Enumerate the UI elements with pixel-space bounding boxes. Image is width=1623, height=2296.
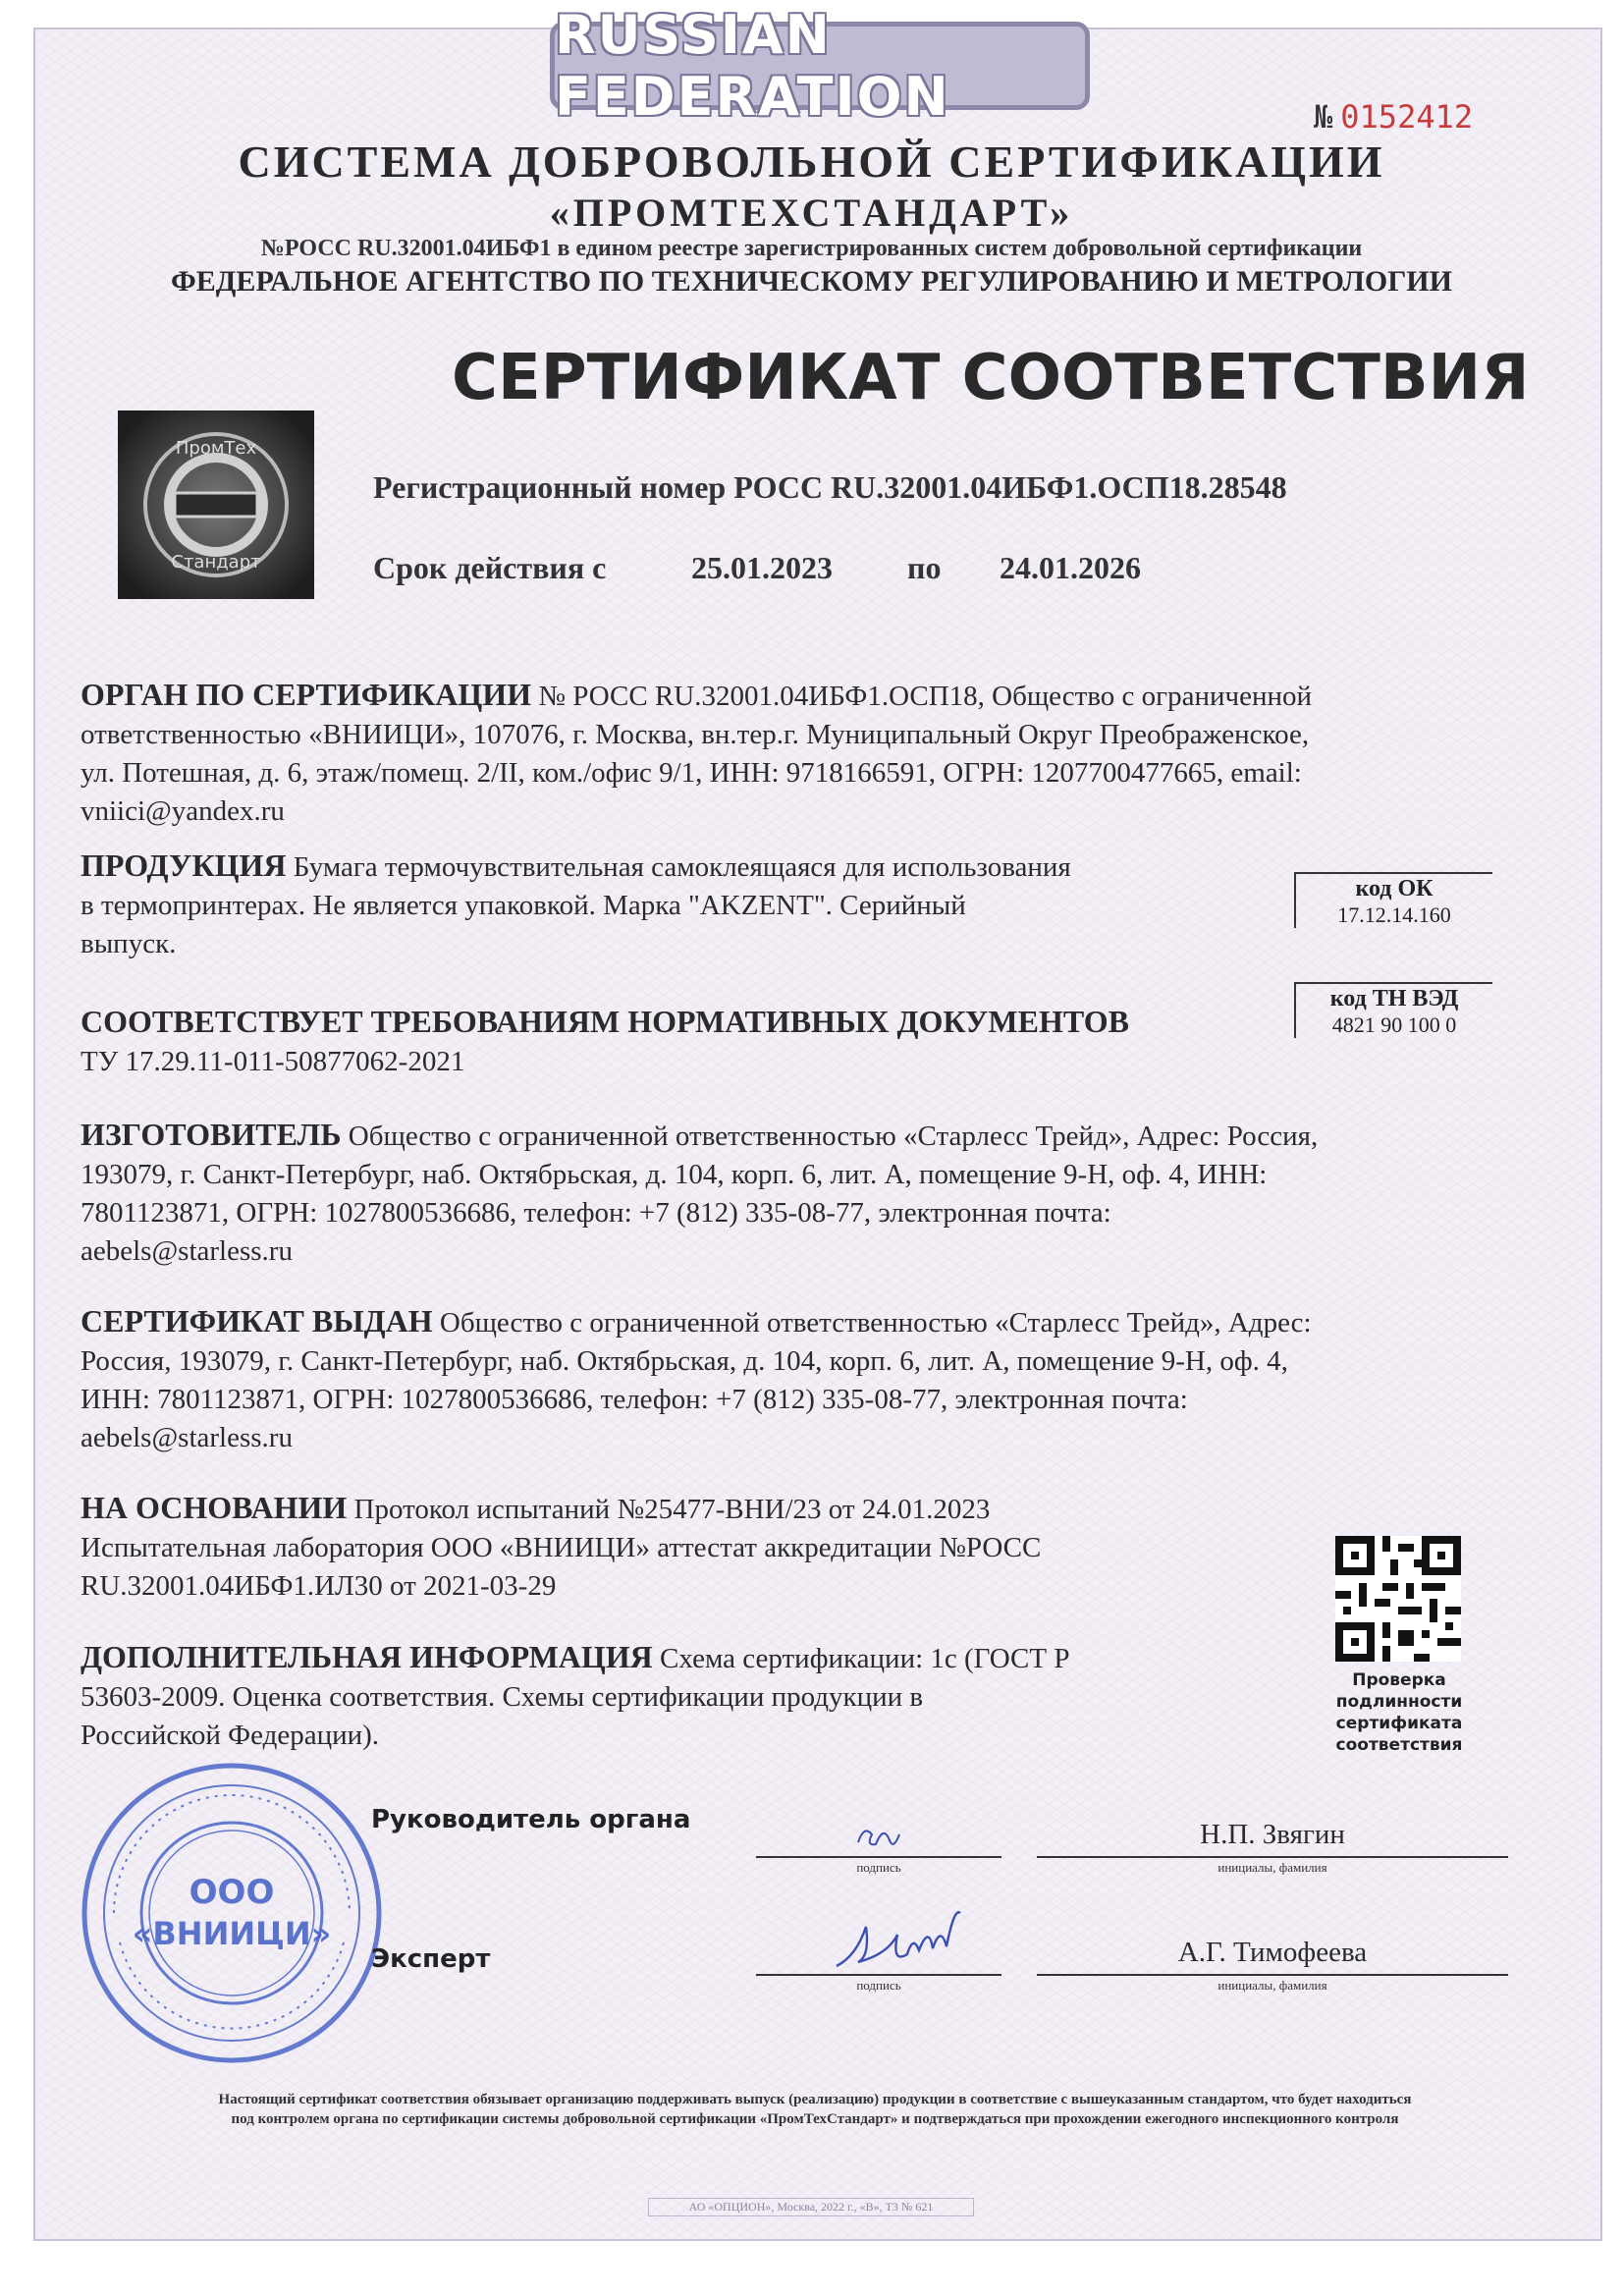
footer-line: Настоящий сертификат соответствия обязывает организацию поддерживать выпуск (реализацию) продукции в соответствие с вышеуказанным стандартом, что будет находиться — [218, 2092, 1412, 2107]
product-line: Бумага термочувствительная самоклеящаяся для использования — [293, 851, 1071, 883]
issued-to-line: Россия, 193079, г. Санкт-Петербург, наб. Октябрьская, д. 104, корп. 6, лит. А, помещение 9-Н, оф. 4, — [81, 1345, 1288, 1377]
round-stamp-graphic — [75, 1756, 389, 2070]
signature-graphic — [831, 1909, 998, 1978]
name-caption: инициалы, фамилия — [1217, 1860, 1327, 1875]
qr-caption-line: Проверка — [1352, 1670, 1446, 1690]
expert-label: Эксперт — [371, 1944, 491, 1974]
manufacturer-line: aebels@starless.ru — [81, 1235, 293, 1267]
issued-to-heading: СЕРТИФИКАТ ВЫДАН — [81, 1303, 433, 1339]
qr-caption-line: соответствия — [1335, 1735, 1463, 1755]
product-heading: ПРОДУКЦИЯ — [81, 847, 287, 883]
valid-to-date: 24.01.2026 — [1000, 550, 1141, 585]
footer-line: под контролем органа по сертификации системы добровольной сертификации «ПромТехСтандарт» и подтверждаться при прохождении ежегодного инспекционного контроля — [231, 2111, 1399, 2127]
document-title: СЕРТИФИКАТ СООТВЕТСТВИЯ — [452, 342, 1530, 414]
promtech-logo — [118, 410, 314, 599]
issued-to-line: ИНН: 7801123871, ОГРН: 1027800536686, телефон: +7 (812) 335-08-77, электронная почта: — [81, 1384, 1188, 1415]
certificate-number — [1314, 98, 1473, 136]
logo-bottom-text: Стандарт — [171, 552, 261, 573]
issued-to-line: Общество с ограниченной ответственностью «Старлесс Трейд», Адрес: — [439, 1307, 1312, 1339]
additional-info-heading: ДОПОЛНИТЕЛЬНАЯ ИНФОРМАЦИЯ — [81, 1639, 653, 1674]
name-caption: инициалы, фамилия — [1217, 1978, 1327, 1993]
number-symbol: № — [1314, 98, 1333, 136]
product-line: в термопринтерах. Не является упаковкой. Марка "AKZENT". Серийный — [81, 890, 966, 921]
signature-caption: подпись — [856, 1978, 901, 1993]
manufacturer-section — [81, 1116, 1514, 1271]
certificate-number-value: 0152412 — [1340, 98, 1474, 136]
kod-ok-box — [1294, 872, 1492, 928]
basis-section — [81, 1489, 1219, 1606]
system-name-line1: СИСТЕМА ДОБРОВОЛЬНОЙ СЕРТИФИКАЦИИ — [238, 137, 1385, 187]
qr-caption-line: подлинности — [1335, 1692, 1463, 1712]
expert-name-line — [1037, 1974, 1508, 1976]
certification-body-line: vniici@yandex.ru — [81, 795, 285, 827]
additional-info-section — [81, 1638, 1219, 1755]
additional-info-line: Схема сертификации: 1с (ГОСТ Р — [660, 1643, 1070, 1674]
signature-caption: подпись — [856, 1860, 901, 1875]
conformity-section — [81, 1003, 1219, 1081]
kod-ok-label: код ОК — [1355, 876, 1434, 902]
kod-ok-value: 17.12.14.160 — [1337, 902, 1451, 927]
logo-top-text: ПромТех — [175, 438, 257, 459]
kod-tnved-label: код ТН ВЭД — [1329, 986, 1459, 1011]
conformity-heading: СООТВЕТСТВУЕТ ТРЕБОВАНИЯМ НОРМАТИВНЫХ ДОКУМЕНТОВ — [81, 1004, 1129, 1039]
expert-signature — [831, 1909, 998, 1983]
stamp-center-line2: «ВНИИЦИ» — [132, 1915, 332, 1952]
head-name-line — [1037, 1856, 1508, 1858]
stamp-center-line1: ООО — [189, 1873, 275, 1912]
basis-heading: НА ОСНОВАНИИ — [81, 1490, 348, 1525]
certification-body-line: ул. Потешная, д. 6, этаж/помещ. 2/II, ком./офис 9/1, ИНН: 9718166591, ОГРН: 1207700477665, email: — [81, 757, 1302, 789]
registration-number-value: РОСС RU.32001.04ИБФ1.ОСП18.28548 — [733, 469, 1287, 505]
registry-line: №РОСС RU.32001.04ИБФ1 в едином реестре зарегистрированных систем добровольной сертификации — [260, 236, 1363, 261]
system-name-line2: «ПРОМТЕХСТАНДАРТ» — [549, 191, 1074, 235]
basis-line: RU.32001.04ИБФ1.ИЛ30 от 2021-03-29 — [81, 1570, 557, 1602]
registration-number — [373, 469, 1287, 506]
head-of-body-label: Руководитель органа — [371, 1805, 691, 1834]
promtech-logo-graphic — [118, 410, 314, 599]
qr-caption-line: сертификата — [1335, 1714, 1463, 1733]
kod-tnved-box — [1294, 982, 1492, 1038]
basis-line: Испытательная лаборатория ООО «ВНИИЦИ» аттестат аккредитации №РОСС — [81, 1532, 1042, 1563]
issued-to-line: aebels@starless.ru — [81, 1422, 293, 1453]
validity-to-label: по — [907, 550, 942, 585]
certification-body-section — [81, 676, 1396, 831]
country-banner: RUSSIAN FEDERATION — [550, 22, 1090, 110]
printer-imprint: АО «ОПЦИОН», Москва, 2022 г., «В», Т3 № 621 — [648, 2198, 974, 2216]
product-section — [81, 847, 1219, 963]
organization-stamp — [75, 1756, 389, 2070]
certification-body-heading: ОРГАН ПО СЕРТИФИКАЦИИ — [81, 677, 532, 712]
product-line: выпуск. — [81, 928, 177, 959]
conformity-document: ТУ 17.29.11-011-50877062-2021 — [81, 1046, 465, 1077]
certification-body-line: ответственностью «ВНИИЦИ», 107076, г. Москва, вн.тер.г. Муниципальный Округ Преображенское, — [81, 719, 1310, 750]
qr-code-icon — [1335, 1536, 1461, 1662]
manufacturer-heading: ИЗГОТОВИТЕЛЬ — [81, 1117, 342, 1152]
issued-to-section — [81, 1302, 1524, 1457]
manufacturer-line: 193079, г. Санкт-Петербург, наб. Октябрьская, д. 104, корп. 6, лит. А, помещение 9-Н, оф. 4, ИНН: — [81, 1159, 1268, 1190]
manufacturer-line: Общество с ограниченной ответственностью «Старлесс Трейд», Адрес: Россия, — [348, 1121, 1319, 1152]
signature-graphic — [854, 1813, 913, 1856]
registration-number-label: Регистрационный номер — [373, 469, 727, 505]
additional-info-line: 53603-2009. Оценка соответствия. Схемы сертификации продукции в — [81, 1681, 924, 1713]
verification-qr-code[interactable] — [1335, 1536, 1461, 1662]
valid-from-date: 25.01.2023 — [691, 550, 833, 585]
additional-info-line: Российской Федерации). — [81, 1720, 380, 1751]
basis-line: Протокол испытаний №25477-ВНИ/23 от 24.01.2023 — [353, 1494, 991, 1525]
certification-body-line: № РОСС RU.32001.04ИБФ1.ОСП18, Общество с ограниченной — [538, 681, 1313, 712]
validity-label: Срок действия с — [373, 550, 607, 585]
qr-caption — [1325, 1669, 1473, 1756]
agency-line: ФЕДЕРАЛЬНОЕ АГЕНТСТВО ПО ТЕХНИЧЕСКОМУ РЕГУЛИРОВАНИЮ И МЕТРОЛОГИИ — [171, 265, 1452, 298]
head-signature — [854, 1813, 913, 1861]
manufacturer-line: 7801123871, ОГРН: 1027800536686, телефон: +7 (812) 335-08-77, электронная почта: — [81, 1197, 1111, 1229]
kod-tnved-value: 4821 90 100 0 — [1331, 1012, 1457, 1037]
expert-name: А.Г. Тимофеева — [1177, 1937, 1368, 1968]
head-name: Н.П. Звягин — [1200, 1819, 1345, 1850]
footer-note — [108, 2090, 1522, 2129]
